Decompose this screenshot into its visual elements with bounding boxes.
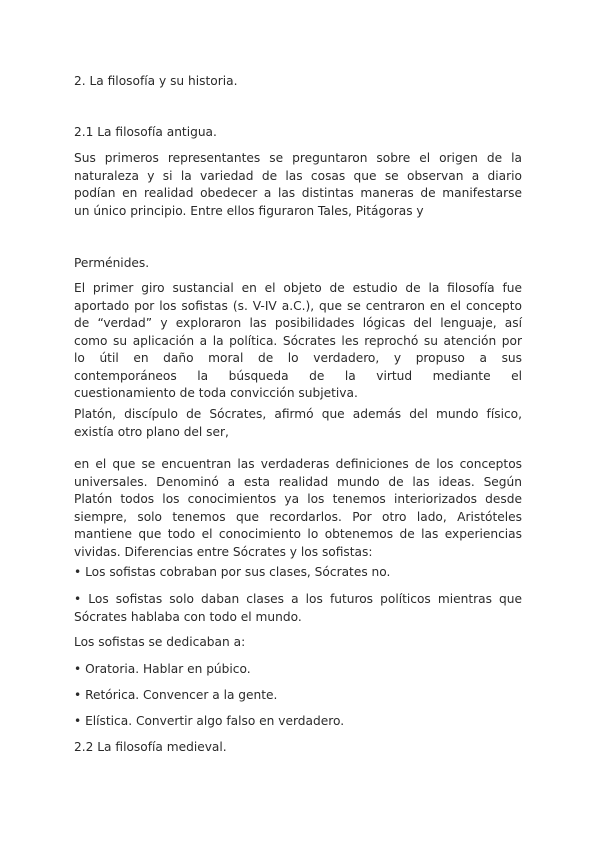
text-line: Sus primeros representantes se preguntaron sobre el origen de la	[74, 151, 522, 165]
subsection-heading: 2.1 La filosofía antigua.	[74, 125, 217, 139]
paragraph-origins	[74, 150, 522, 220]
text-line: Platón todos los conocimientos ya los tenemos interiorizados desde	[74, 492, 522, 506]
list-item: • Elística. Convertir algo falso en verdadero.	[74, 714, 345, 728]
text-line: El primer giro sustancial en el objeto de estudio de la filosofía fue	[74, 281, 522, 295]
paragraph-continuation: Perménides.	[74, 256, 150, 270]
text-line: lo útil en daño moral de lo verdadero, y propuso a sus	[74, 351, 522, 365]
list-item	[74, 591, 522, 626]
text-line: de “verdad” y exploraron las posibilidades lógicas del lenguaje, así	[74, 316, 522, 330]
text-line: podían en realidad obedecer a las distintas maneras de manifestarse	[74, 186, 522, 200]
text-line: universales. Denominó a esta realidad mundo de las ideas. Según	[74, 474, 522, 489]
text-line: cuestionamiento de toda convicción subjetiva.	[74, 386, 358, 400]
section-heading: 2. La filosofía y su historia.	[74, 74, 238, 88]
text-line: Sócrates hablaba con todo el mundo.	[74, 609, 302, 624]
list-item: • Oratoria. Hablar en púbico.	[74, 662, 251, 676]
text-line: Platón, discípulo de Sócrates, afirmó que además del mundo físico,	[74, 407, 522, 421]
text-line: existía otro plano del ser,	[74, 424, 229, 439]
list-item: • Retórica. Convencer a la gente.	[74, 688, 278, 702]
list-item: • Los sofistas cobraban por sus clases, Sócrates no.	[74, 565, 391, 579]
text-line: contemporáneos la búsqueda de la virtud mediante el	[74, 368, 522, 383]
paragraph-sofistas	[74, 280, 522, 403]
subsection-heading: 2.2 La filosofía medieval.	[74, 740, 227, 754]
text-line: naturaleza y si la variedad de las cosas que se observan a diario	[74, 168, 522, 183]
text-line: como su aplicación a la política. Sócrates les reprochó su atención por	[74, 333, 522, 348]
text-line: • Los sofistas solo daban clases a los futuros políticos mientras que	[74, 592, 522, 606]
text-line: aportado por los sofistas (s. V-IV a.C.), que se centraron en el concepto	[74, 298, 522, 313]
paragraph-ideas	[74, 456, 522, 561]
list-intro: Los sofistas se dedicaban a:	[74, 635, 246, 649]
text-line: mantiene que todo el conocimiento lo obtenemos de las experiencias	[74, 527, 522, 541]
text-line: siempre, solo tenemos que recordarlos. Por otro lado, Aristóteles	[74, 509, 522, 524]
text-line: un único principio. Entre ellos figuraron Tales, Pitágoras y	[74, 203, 424, 218]
paragraph-platon	[74, 406, 522, 441]
text-line: vividas. Diferencias entre Sócrates y los sofistas:	[74, 544, 373, 559]
text-line: en el que se encuentran las verdaderas definiciones de los conceptos	[74, 457, 522, 471]
